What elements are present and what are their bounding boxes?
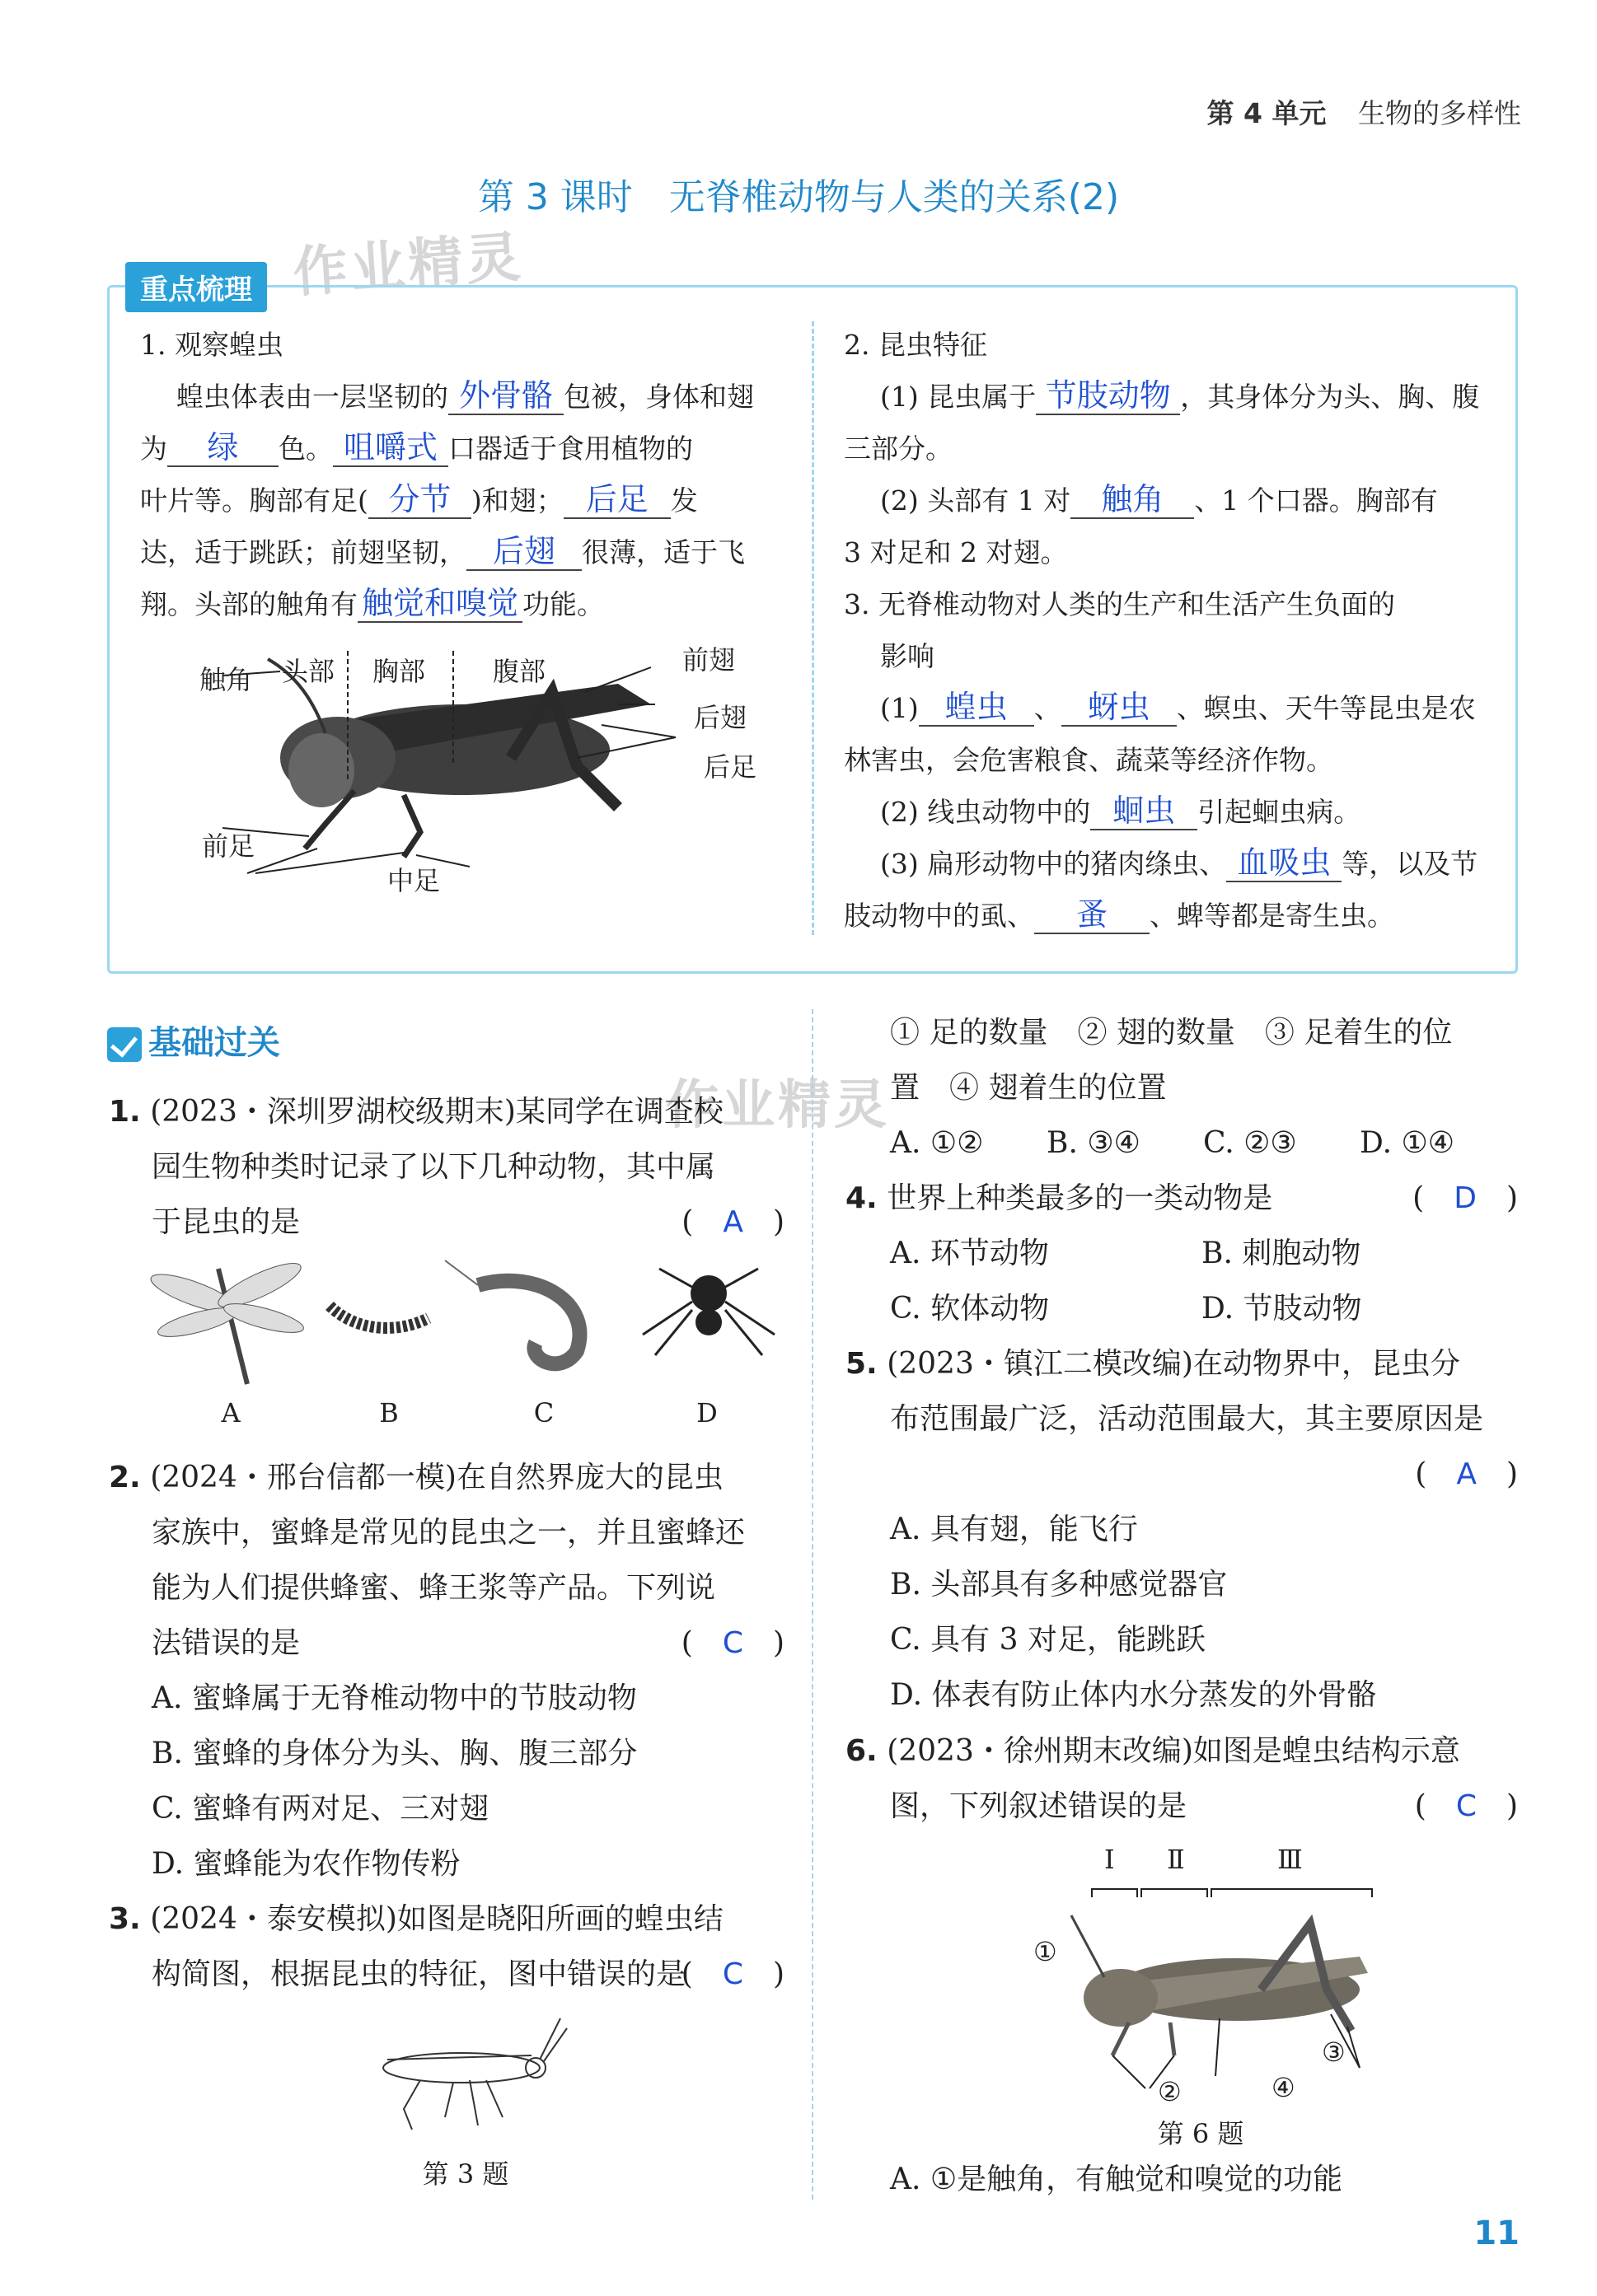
kp-text: )和翅；: [471, 484, 564, 517]
kp-text: 发: [670, 484, 698, 517]
locust-body: [1071, 1915, 1368, 2055]
option: A. ①是触角，有触觉和嗅觉的功能: [890, 2163, 1343, 2196]
dragonfly-icon: [148, 1256, 306, 1384]
option: D. 体表有防止体内水分蒸发的外骨骼: [890, 1678, 1377, 1712]
answer-mark: C: [722, 1626, 743, 1660]
answer-mark: C: [1455, 1789, 1477, 1823]
answer-blank: 绿: [167, 429, 279, 467]
answer-blank: 节肢动物: [1036, 377, 1180, 415]
answer-blank: 蚤: [1034, 896, 1150, 934]
answer-blank: 后足: [564, 481, 671, 519]
q-text: 家族中，蜜蜂是常见的昆虫之一，并且蜜蜂还: [152, 1516, 746, 1550]
kp-heading-1: 1. 观察蝗虫: [140, 329, 283, 361]
q3-items: 置 ④ 翅着生的位置: [890, 1071, 1167, 1105]
key-points-tag: 重点梳理: [125, 262, 267, 312]
page-header: [1207, 92, 1521, 131]
q-number: 1.: [109, 1095, 141, 1129]
label-foreleg: 前足: [202, 830, 255, 862]
option: C. 具有 3 对足，能跳跃: [890, 1623, 1206, 1657]
kp-text: (2) 线虫动物中的: [880, 796, 1091, 828]
label-midleg: 中足: [387, 865, 441, 896]
kp-text: (2) 头部有 1 对: [880, 484, 1071, 517]
q6-label-I: Ⅰ: [1104, 1844, 1115, 1875]
unit-label: 第 4 单元: [1206, 97, 1327, 129]
option: C. ②③: [1203, 1126, 1297, 1160]
q1-label-d: D: [696, 1397, 718, 1429]
kp-text: 叶片等。胸部有足(: [140, 484, 368, 517]
page-number: 11: [1473, 2214, 1520, 2252]
q-text: 园生物种类时记录了以下几种动物，其中属: [152, 1150, 716, 1184]
kp-text: 肢动物中的虱、: [844, 900, 1034, 932]
q-text: 于昆虫的是: [152, 1205, 301, 1239]
option: C. 软体动物: [890, 1292, 1050, 1326]
option: A. ①②: [890, 1126, 984, 1160]
shrimp-icon: [445, 1260, 579, 1363]
kp-text: 、螟虫、天牛等昆虫是农: [1176, 692, 1476, 724]
q-number: 4.: [845, 1181, 878, 1215]
q1-label-c: C: [533, 1397, 555, 1429]
question-6: 6. (2023・徐州期末改编)如图是蝗虫结构示意 图，下列叙述错误的是 ( C ): [845, 1734, 1518, 1823]
answer-mark: A: [723, 1205, 743, 1239]
checkbox-icon: [107, 1027, 142, 1062]
kp-text: 达，适于跳跃；前翅坚韧，: [140, 536, 466, 568]
q-text: 布范围最广泛，活动范围最大，其主要原因是: [890, 1402, 1484, 1436]
q6-label-1: ①: [1033, 1936, 1057, 1967]
answer-blank: 后翅: [466, 533, 582, 571]
question-2: 2. (2024・邢台信都一模)在自然界庞大的昆虫 家族中，蜜蜂是常见的昆虫之一，并且蜜蜂还 能为人们提供蜂蜜、蜂王浆等产品。下列说 法错误的是 ( C ) A. 蜜蜂属于无脊椎动物中的节肢动物 B. 蜜蜂的身体分为头、胸、腹三部分 C. 蜜蜂有两对足、三对翅 D. 蜜蜂能为农作物传粉: [109, 1450, 784, 1892]
question-1: 1. (2023・深圳罗湖校级期末)某同学在调查校 园生物种类时记录了以下几种动物，其中属 于昆虫的是 ( A ): [109, 1095, 784, 1239]
kp-text: 、1 个口器。胸部有: [1194, 484, 1438, 517]
q-number: 2.: [109, 1461, 141, 1494]
option: B. 刺胞动物: [1201, 1237, 1361, 1270]
kp-text: 色。: [279, 433, 333, 465]
kp-text: ，其身体分为头、胸、腹: [1180, 381, 1480, 413]
q3-items: ① 足的数量 ② 翅的数量 ③ 足着生的位: [890, 1016, 1453, 1050]
q-number: 5.: [845, 1347, 878, 1381]
kp-text: 很薄，适于飞: [582, 536, 745, 568]
spider-icon: [643, 1269, 775, 1355]
practice-tag-label: 基础过关: [148, 1024, 280, 1062]
q-text: 能为人们提供蜂蜜、蜂王浆等产品。下列说: [152, 1571, 716, 1605]
answer-blank: 分节: [368, 481, 471, 519]
answer-blank: 咀嚼式: [333, 429, 448, 467]
option: D. ①④: [1360, 1126, 1455, 1160]
q1-animals-figure: [148, 1252, 783, 1396]
kp-text: 三部分。: [844, 433, 953, 465]
q-text: 世界上种类最多的一类动物是: [887, 1181, 1273, 1215]
label-abdomen: 腹部: [493, 656, 546, 687]
q1-label-b: B: [379, 1397, 399, 1429]
label-hindleg: 后足: [704, 751, 757, 783]
option: D. 蜜蜂能为农作物传粉: [152, 1847, 461, 1881]
question-5: 5. (2023・镇江二模改编)在动物界中，昆虫分 布范围最广泛，活动范围最大，其主要原因是 ( A ) A. 具有翅，能飞行 B. 头部具有多种感觉器官 C. 具有 3 对足，能跳跃 D. 体表有防止体内水分蒸发的外骨骼: [845, 1336, 1518, 1723]
option: C. 蜜蜂有两对足、三对翅: [152, 1792, 489, 1826]
answer-blank: 蚜虫: [1061, 689, 1177, 727]
kp-text: 蝗虫体表由一层坚韧的: [176, 381, 448, 413]
subject-label: 生物的多样性: [1358, 97, 1521, 129]
question-4: 4. 世界上种类最多的一类动物是 ( D ) A. 环节动物 B. 刺胞动物 C. 软体动物 D. 节肢动物: [845, 1171, 1518, 1336]
q-text: 构简图，根据昆虫的特征，图中错误的是: [152, 1957, 686, 1991]
answer-blank: 触角: [1070, 481, 1194, 519]
kp-text: 林害虫，会危害粮食、蔬菜等经济作物。: [844, 744, 1333, 776]
q6-label-III: Ⅲ: [1277, 1844, 1303, 1875]
option: B. 头部具有多种感觉器官: [890, 1568, 1228, 1602]
option: A. 环节动物: [890, 1237, 1049, 1270]
option: A. 蜜蜂属于无脊椎动物中的节肢动物: [152, 1681, 637, 1715]
answer-blank: 蛔虫: [1090, 793, 1197, 830]
answer-blank: 血吸虫: [1226, 844, 1342, 882]
answer-blank: 外骨骼: [448, 377, 564, 415]
answer-mark: A: [1456, 1457, 1477, 1491]
q-number: 3.: [109, 1902, 141, 1936]
kp-text: (1): [880, 692, 919, 724]
kp-text: 3 对足和 2 对翅。: [844, 536, 1068, 568]
answer-mark: C: [722, 1957, 743, 1991]
label-thorax: 胸部: [372, 656, 426, 687]
q-text: (2023・镇江二模改编)在动物界中，昆虫分: [887, 1347, 1460, 1381]
kp-text: 口器适于食用植物的: [448, 433, 693, 465]
option: B. ③④: [1047, 1126, 1140, 1160]
q3-caption: 第 3 题: [422, 2158, 509, 2190]
q6-label-2: ②: [1158, 2076, 1182, 2107]
q3-locust-sketch: [371, 2010, 569, 2134]
page-title: 第 3 课时 无脊椎动物与人类的关系(2): [477, 176, 1120, 218]
q6-caption: 第 6 题: [1157, 2118, 1244, 2149]
kp-text: (3) 扁形动物中的猪肉绦虫、: [880, 848, 1227, 880]
kp-text: 、蜱等都是寄生虫。: [1150, 900, 1394, 932]
centipede-icon: [330, 1306, 429, 1328]
kp-text: 引起蛔虫病。: [1197, 796, 1361, 828]
q6-label-4: ④: [1272, 2072, 1295, 2103]
key-points-divider: [812, 321, 814, 935]
kp-text: 翔。头部的触角有: [140, 588, 358, 620]
q6-label-3: ③: [1322, 2036, 1346, 2068]
kp-heading-2: 2. 昆虫特征: [844, 329, 987, 361]
label-forewing: 前翅: [682, 644, 736, 676]
q-text: (2023・徐州期末改编)如图是蝗虫结构示意: [887, 1734, 1460, 1768]
kp-text: 等，以及节: [1342, 848, 1478, 880]
q6-label-II: Ⅱ: [1167, 1844, 1185, 1875]
answer-mark: D: [1454, 1181, 1477, 1215]
q-text: (2024・泰安模拟)如图是晓阳所画的蝗虫结: [150, 1902, 724, 1936]
option: A. 具有翅，能飞行: [890, 1513, 1138, 1546]
option: B. 蜜蜂的身体分为头、胸、腹三部分: [152, 1737, 638, 1770]
kp-text: 为: [140, 433, 167, 465]
q1-label-a: A: [221, 1397, 241, 1429]
label-hindwing: 后翅: [694, 702, 747, 733]
label-head: 头部: [282, 656, 335, 687]
q-text: (2024・邢台信都一模)在自然界庞大的昆虫: [150, 1461, 724, 1494]
answer-blank: 蝗虫: [919, 689, 1034, 727]
q-text: (2023・深圳罗湖校级期末)某同学在调查校: [150, 1095, 724, 1129]
practice-tag: [107, 1017, 280, 1064]
question-3: 3. (2024・泰安模拟)如图是晓阳所画的蝗虫结 构简图，根据昆虫的特征，图中错误的是 ( C ): [109, 1902, 784, 1991]
q-text: 法错误的是: [152, 1626, 301, 1660]
label-antenna: 触角: [199, 664, 253, 695]
kp-text: 功能。: [522, 588, 604, 620]
kp-text: (1) 昆虫属于: [880, 381, 1037, 413]
key-points-right: [844, 319, 1495, 942]
answer-blank: 触觉和嗅觉: [358, 585, 522, 623]
question-3-options: [890, 1005, 1524, 1171]
watermark-2: 作业精灵: [666, 1075, 890, 1136]
watermark: 作业精灵: [291, 225, 526, 305]
kp-text: 包被，身体和翅: [564, 381, 754, 413]
practice-divider: [812, 1009, 813, 2200]
kp-heading-3: 3. 无脊椎动物对人类的生产和生活产生负面的: [844, 588, 1395, 620]
q-text: 图，下列叙述错误的是: [890, 1789, 1187, 1823]
q-number: 6.: [845, 1734, 878, 1768]
key-points-left: [140, 319, 791, 630]
kp-text: 、: [1033, 692, 1061, 724]
kp-text: 影响: [880, 640, 934, 672]
option: D. 节肢动物: [1201, 1292, 1362, 1326]
